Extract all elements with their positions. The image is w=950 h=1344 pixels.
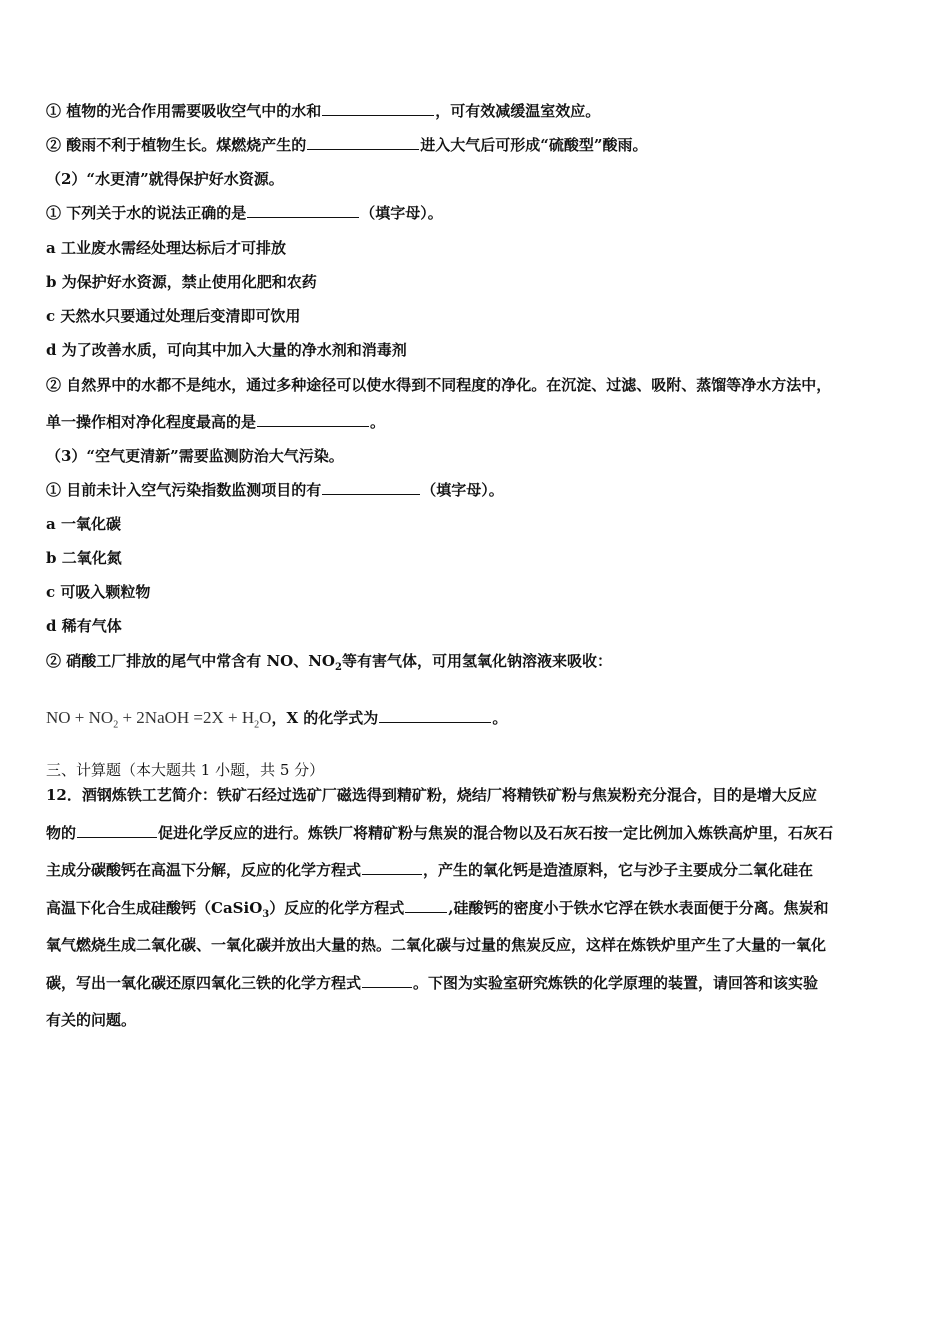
answer-blank[interactable]: [247, 203, 359, 218]
q12-row: 高温下化合生成硅酸钙（CaSiO$_3$）反应的化学方程式 ,硅酸钙的密度小于铁水它浮在铁水表面便于分离。焦炭和: [46, 898, 829, 920]
answer-blank[interactable]: [362, 860, 422, 875]
q2-heading: （2）“水更清”就得保护好水资源。: [46, 170, 284, 188]
q2-item-2-cont: 单一操作相对净化程度最高的是 。: [46, 413, 386, 431]
chemical-equation: NO + $NO_2$ + 2NaOH $=2X + H_2O$: [46, 708, 272, 731]
q1-item-2: ② 酸雨不利于植物生长。煤燃烧产生的 进入大气后可形成“硫酸型”酸雨。: [46, 136, 648, 154]
option-a: a 一氧化碳: [46, 515, 121, 533]
q12-row: 碳，写出一氧化碳还原四氧化三铁的化学方程式 。下图为实验室研究炼铁的化学原理的装置，请回答和该实验: [46, 973, 819, 992]
q2-item-2: ② 自然界中的水都不是纯水，通过多种途径可以使水得到不同程度的净化。在沉淀、过滤、吸附、蒸馏等净水方法中，: [46, 376, 832, 394]
answer-blank[interactable]: [405, 898, 447, 913]
q12-row: 12．酒钢炼铁工艺简介：铁矿石经过选矿厂磁选得到精矿粉，烧结厂将精铁矿粉与焦炭粉充分混合，目的是增大反应: [46, 786, 817, 804]
question-12: [46, 785, 908, 1048]
answer-blank[interactable]: [362, 973, 412, 988]
option-d: d 为了改善水质，可向其中加入大量的净水剂和消毒剂: [46, 341, 407, 359]
option-b: b 二氧化氮: [46, 549, 122, 567]
option-d: d 稀有气体: [46, 617, 122, 635]
answer-blank[interactable]: [379, 708, 491, 723]
q12-row: 氧气燃烧生成二氧化碳、一氧化碳并放出大量的热。二氧化碳与过量的焦炭反应，这样在炼铁炉里产生了大量的一氧化: [46, 936, 827, 954]
section-heading: 三、计算题（本大题共 1 小题，共 5 分）: [46, 761, 325, 779]
q2-item-1: ① 下列关于水的说法正确的是 （填字母）。: [46, 204, 443, 222]
option-c: c 天然水只要通过处理后变清即可饮用: [46, 307, 301, 325]
q3-item-1: ① 目前未计入空气污染指数监测项目的有 （填字母）。: [46, 481, 504, 499]
option-c: c 可吸入颗粒物: [46, 583, 151, 601]
q12-row: 物的 促进化学反应的进行。炼铁厂将精矿粉与焦炭的混合物以及石灰石按一定比例加入炼铁高炉里，石灰石: [46, 823, 834, 842]
q12-row: 有关的问题。: [46, 1011, 137, 1029]
equation-line: NO + $NO_2$ + 2NaOH $=2X + H_2O$，X 的化学式为 。: [46, 708, 508, 731]
q12-row: 主成分碳酸钙在高温下分解，反应的化学方程式 ，产生的氧化钙是造渣原料，它与沙子主要成分二氧化硅在: [46, 861, 814, 879]
answer-blank[interactable]: [77, 823, 157, 838]
option-b: b 为保护好水资源，禁止使用化肥和农药: [46, 273, 317, 291]
q3-item-2: ② 硝酸工厂排放的尾气中常含有 NO、$NO_2$等有害气体，可用氢氧化钠溶液来吸收：: [46, 652, 612, 673]
q3-heading: （3）“空气更清新”需要监测防治大气污染。: [46, 447, 344, 465]
answer-blank[interactable]: [307, 135, 419, 150]
option-a: a 工业废水需经处理达标后才可排放: [46, 239, 286, 257]
q1-item-1: ① 植物的光合作用需要吸收空气中的水和 ，可有效减缓温室效应。: [46, 102, 601, 120]
answer-blank[interactable]: [322, 480, 420, 495]
answer-blank[interactable]: [257, 412, 369, 427]
answer-blank[interactable]: [322, 101, 434, 116]
